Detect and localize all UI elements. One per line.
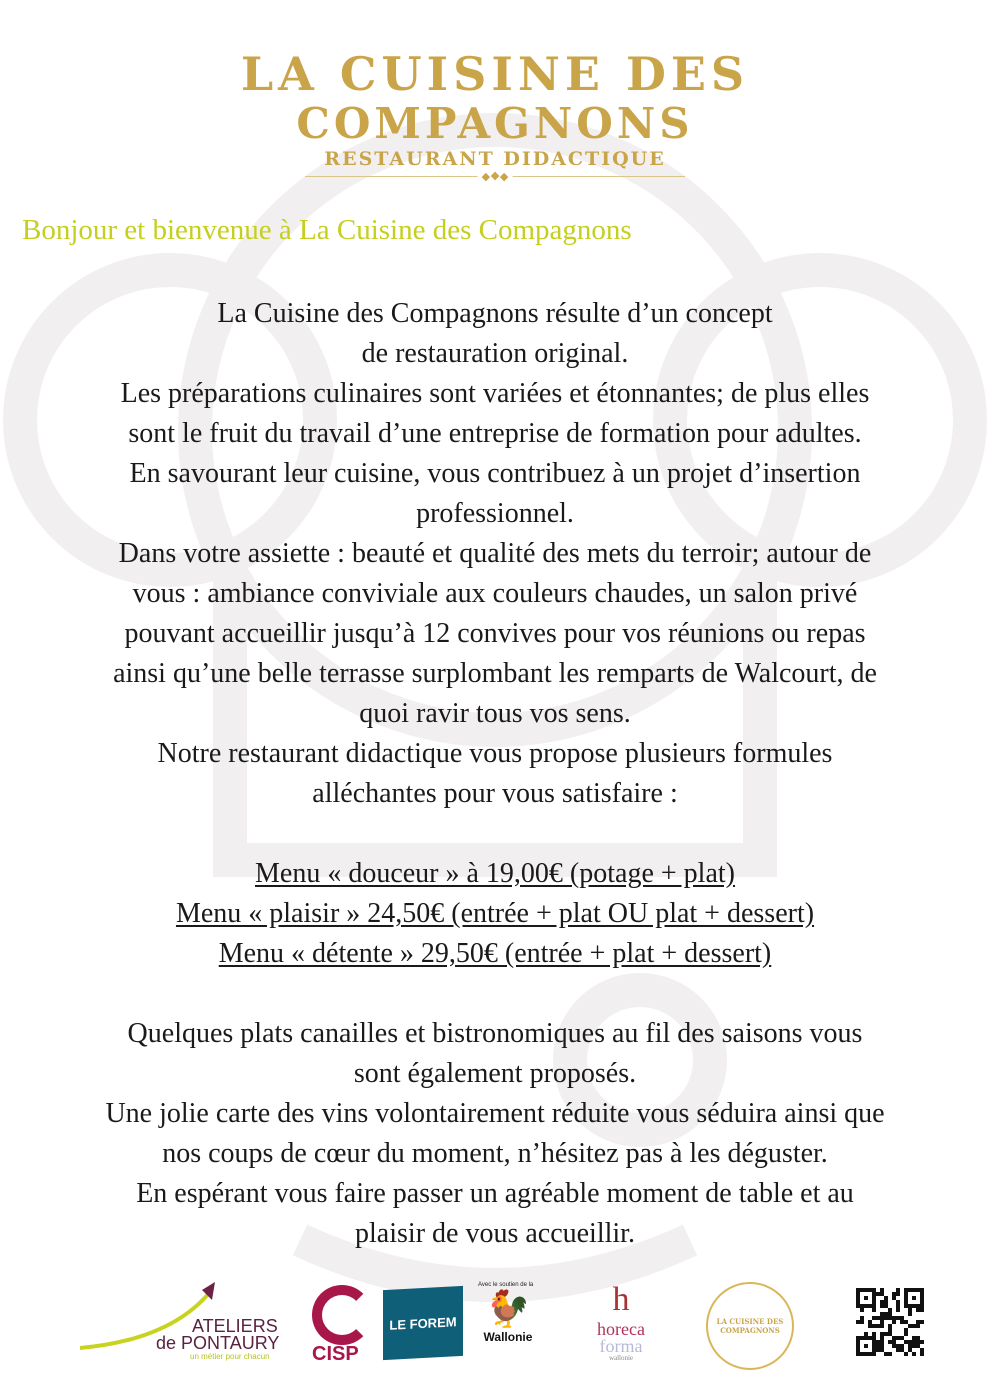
hf-monogram-icon: h (612, 1281, 630, 1318)
text-line: plaisir de vous accueillir. (355, 1218, 635, 1249)
welcome-text (0, 294, 990, 1254)
text-line: professionnel. (416, 498, 574, 529)
wallonie-logo: Avec le soutien de la 🐓 Wallonie (478, 1282, 538, 1362)
text-line: nos coups de cœur du moment, n’hésitez pas à les déguster. (162, 1138, 828, 1169)
text-line: alléchantes pour vous satisfaire : (312, 778, 678, 809)
text-line: sont également proposés. (353, 1058, 637, 1089)
ateliers-pontaury-logo: ATELIERS de PONTAURY un métier pour chacun (80, 1280, 300, 1360)
text-line: vous : ambiance conviviale aux couleurs chaudes, un salon privé (132, 578, 858, 609)
text-line: Notre restaurant didactique vous propose plusieurs formules (157, 738, 833, 769)
text-line: pouvant accueillir jusqu’à 12 convives pour vos réunions ou repas (124, 618, 866, 649)
text-line: ainsi qu’une belle terrasse surplombant les remparts de Walcourt, de (113, 658, 877, 689)
intro-paragraph (0, 294, 990, 814)
le-forem-logo: LE FOREM (383, 1286, 463, 1360)
menu-item-link[interactable]: Menu « plaisir » 24,50€ (entrée + plat OU plat + dessert) (175, 898, 815, 929)
rooster-icon: 🐓 (485, 1288, 531, 1329)
text-line: Une jolie carte des vins volontairement réduite vous séduira ainsi que (105, 1098, 885, 1129)
logo-line3: RESTAURANT DIDACTIQUE (324, 148, 666, 170)
text-line: Les préparations culinaires sont variées et étonnantes; de plus elles (120, 378, 870, 409)
text-line: En espérant vous faire passer un agréable moment de table et au (136, 1178, 854, 1209)
greeting-heading: Bonjour et bienvenue à La Cuisine des Compagnons (22, 214, 632, 246)
partner-logos (0, 1280, 990, 1380)
text-line: La Cuisine des Compagnons résulte d’un concept (217, 298, 773, 329)
menu-item-link[interactable]: Menu « douceur » à 19,00€ (potage + plat) (255, 858, 735, 889)
menu-list (0, 854, 990, 974)
logo-line1: LA CUISINE DES (240, 47, 750, 101)
text-line: sont le fruit du travail d’une entreprise de formation pour adultes. (128, 418, 862, 449)
text-line: En savourant leur cuisine, vous contribuez à un projet d’insertion (129, 458, 861, 489)
closing-paragraph (0, 1014, 990, 1254)
cuisine-compagnons-badge: LA CUISINE DES COMPAGNONS (706, 1282, 794, 1370)
menu-item-link[interactable]: Menu « détente » 29,50€ (entrée + plat + dessert) (218, 938, 772, 969)
logo-ornament-divider: ◆❖◆ (305, 176, 685, 177)
horeca-forma-logo: h horeca forma wallonie (585, 1280, 657, 1375)
text-line: quoi ravir tous vos sens. (359, 698, 631, 729)
restaurant-logo (0, 18, 990, 183)
text-line: de restauration original. (361, 338, 629, 369)
qr-code[interactable] (856, 1288, 924, 1356)
cisp-logo: CISP (312, 1285, 377, 1365)
text-line: Quelques plats canailles et bistronomiques au fil des saisons vous (127, 1018, 863, 1049)
text-line: Dans votre assiette : beauté et qualité des mets du terroir; autour de (118, 538, 872, 569)
logo-line2: COMPAGNONS (296, 99, 694, 148)
